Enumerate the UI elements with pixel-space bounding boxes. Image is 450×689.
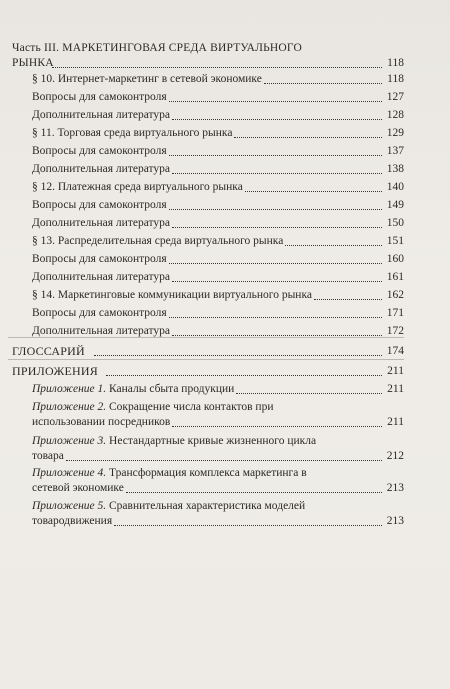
leader-dots [52, 67, 382, 68]
toc-entry-text: Дополнительная литература [32, 109, 170, 121]
toc-entry-text: Дополнительная литература [32, 163, 170, 175]
appendix-label: Приложение 1. [32, 383, 107, 395]
appendix-label: Приложение 4. [32, 467, 107, 479]
appendix-title-line1: Каналы сбыта продукции [109, 383, 235, 395]
toc-entry-text: Вопросы для самоконтроля [32, 145, 167, 157]
leader-dots [114, 525, 382, 526]
appendix-item [32, 500, 305, 513]
leader-dots [169, 317, 382, 318]
leader-dots [169, 155, 382, 156]
appendix-label: Приложение 5. [32, 500, 107, 512]
leader-dots [264, 83, 382, 84]
toc-entry-page: 129 [386, 127, 404, 139]
leader-dots [172, 173, 382, 174]
toc-entry-page: 172 [386, 325, 404, 337]
leader-dots [66, 460, 382, 461]
glossary-page: 174 [386, 345, 404, 357]
divider [8, 337, 404, 338]
leader-dots [169, 209, 382, 210]
appendix-title-line1: Сокращение числа контактов при [109, 401, 274, 413]
appendix-title-line1: Нестандартные кривые жизненного цикла [109, 435, 317, 447]
appendix-title-line1: Сравнительная характеристика моделей [109, 500, 306, 512]
toc-entry-text: § 11. Торговая среда виртуального рынка [32, 127, 233, 139]
toc-entry-text: Вопросы для самоконтроля [32, 253, 167, 265]
part3-page: 118 [387, 57, 404, 69]
appendix-page: 211 [387, 416, 404, 428]
leader-dots [285, 245, 382, 246]
appendix-title-line2: сетевой экономике [32, 482, 124, 494]
leader-dots [169, 263, 382, 264]
leader-dots [169, 101, 382, 102]
leader-dots [106, 375, 382, 376]
toc-entry-page: 128 [386, 109, 404, 121]
part3-title-line2: РЫНКА [12, 57, 54, 69]
leader-dots [236, 393, 382, 394]
toc-entry-page: 127 [386, 91, 404, 103]
appendix-page: 211 [387, 383, 404, 395]
appendix-item [32, 467, 307, 480]
toc-entry-page: 160 [386, 253, 404, 265]
appendix-title-line1: Трансформация комплекса маркетинга в [109, 467, 307, 479]
glossary-title: ГЛОССАРИЙ [12, 344, 85, 358]
part3-title-line1: Часть III. МАРКЕТИНГОВАЯ СРЕДА ВИРТУАЛЬНОГО [12, 42, 302, 54]
toc-entry-page: 151 [386, 235, 404, 247]
appendix-item [32, 435, 316, 448]
toc-entry-text: Дополнительная литература [32, 217, 170, 229]
appendix-title-line2: товара [32, 450, 64, 462]
toc-entry-text: § 10. Интернет-маркетинг в сетевой экономике [32, 73, 262, 85]
toc-entry-page: 149 [386, 199, 404, 211]
divider [8, 359, 404, 360]
appendix-title-line2: использовании посредников [32, 416, 171, 428]
appendix-label: Приложение 3. [32, 435, 107, 447]
toc-entry-text: § 13. Распределительная среда виртуального рынка [32, 235, 284, 247]
leader-dots [126, 492, 382, 493]
leader-dots [172, 227, 382, 228]
leader-dots [172, 281, 382, 282]
appendix-item [32, 383, 234, 396]
toc-entry-page: 118 [387, 73, 404, 85]
leader-dots [234, 137, 382, 138]
toc-entry-text: Вопросы для самоконтроля [32, 91, 167, 103]
leader-dots [314, 299, 382, 300]
appendix-item [32, 401, 274, 414]
appendix-page: 213 [386, 482, 404, 494]
appendix-page: 212 [386, 450, 404, 462]
toc-entry-text: § 12. Платежная среда виртуального рынка [32, 181, 243, 193]
appendix-title-line2: товародвижения [32, 515, 113, 527]
leader-dots [172, 119, 382, 120]
appendices-title: ПРИЛОЖЕНИЯ [12, 364, 98, 378]
toc-entry-page: 137 [386, 145, 404, 157]
toc-entry-page: 161 [386, 271, 404, 283]
toc-entry-text: Дополнительная литература [32, 325, 170, 337]
toc-entry-text: Вопросы для самоконтроля [32, 199, 167, 211]
leader-dots [172, 335, 382, 336]
leader-dots [94, 355, 382, 356]
toc-entry-page: 140 [386, 181, 404, 193]
leader-dots [172, 426, 382, 427]
toc-entry-page: 150 [386, 217, 404, 229]
toc-entry-text: Дополнительная литература [32, 271, 170, 283]
toc-entry-page: 138 [386, 163, 404, 175]
appendix-page: 213 [386, 515, 404, 527]
toc-entry-page: 162 [386, 289, 404, 301]
appendix-label: Приложение 2. [32, 401, 107, 413]
toc-entry-text: § 14. Маркетинговые коммуникации виртуального рынка [32, 289, 312, 301]
toc-entry-page: 171 [386, 307, 404, 319]
bleed-through-text [120, 8, 123, 21]
appendices-page: 211 [387, 365, 404, 377]
toc-entry-text: Вопросы для самоконтроля [32, 307, 167, 319]
leader-dots [245, 191, 382, 192]
